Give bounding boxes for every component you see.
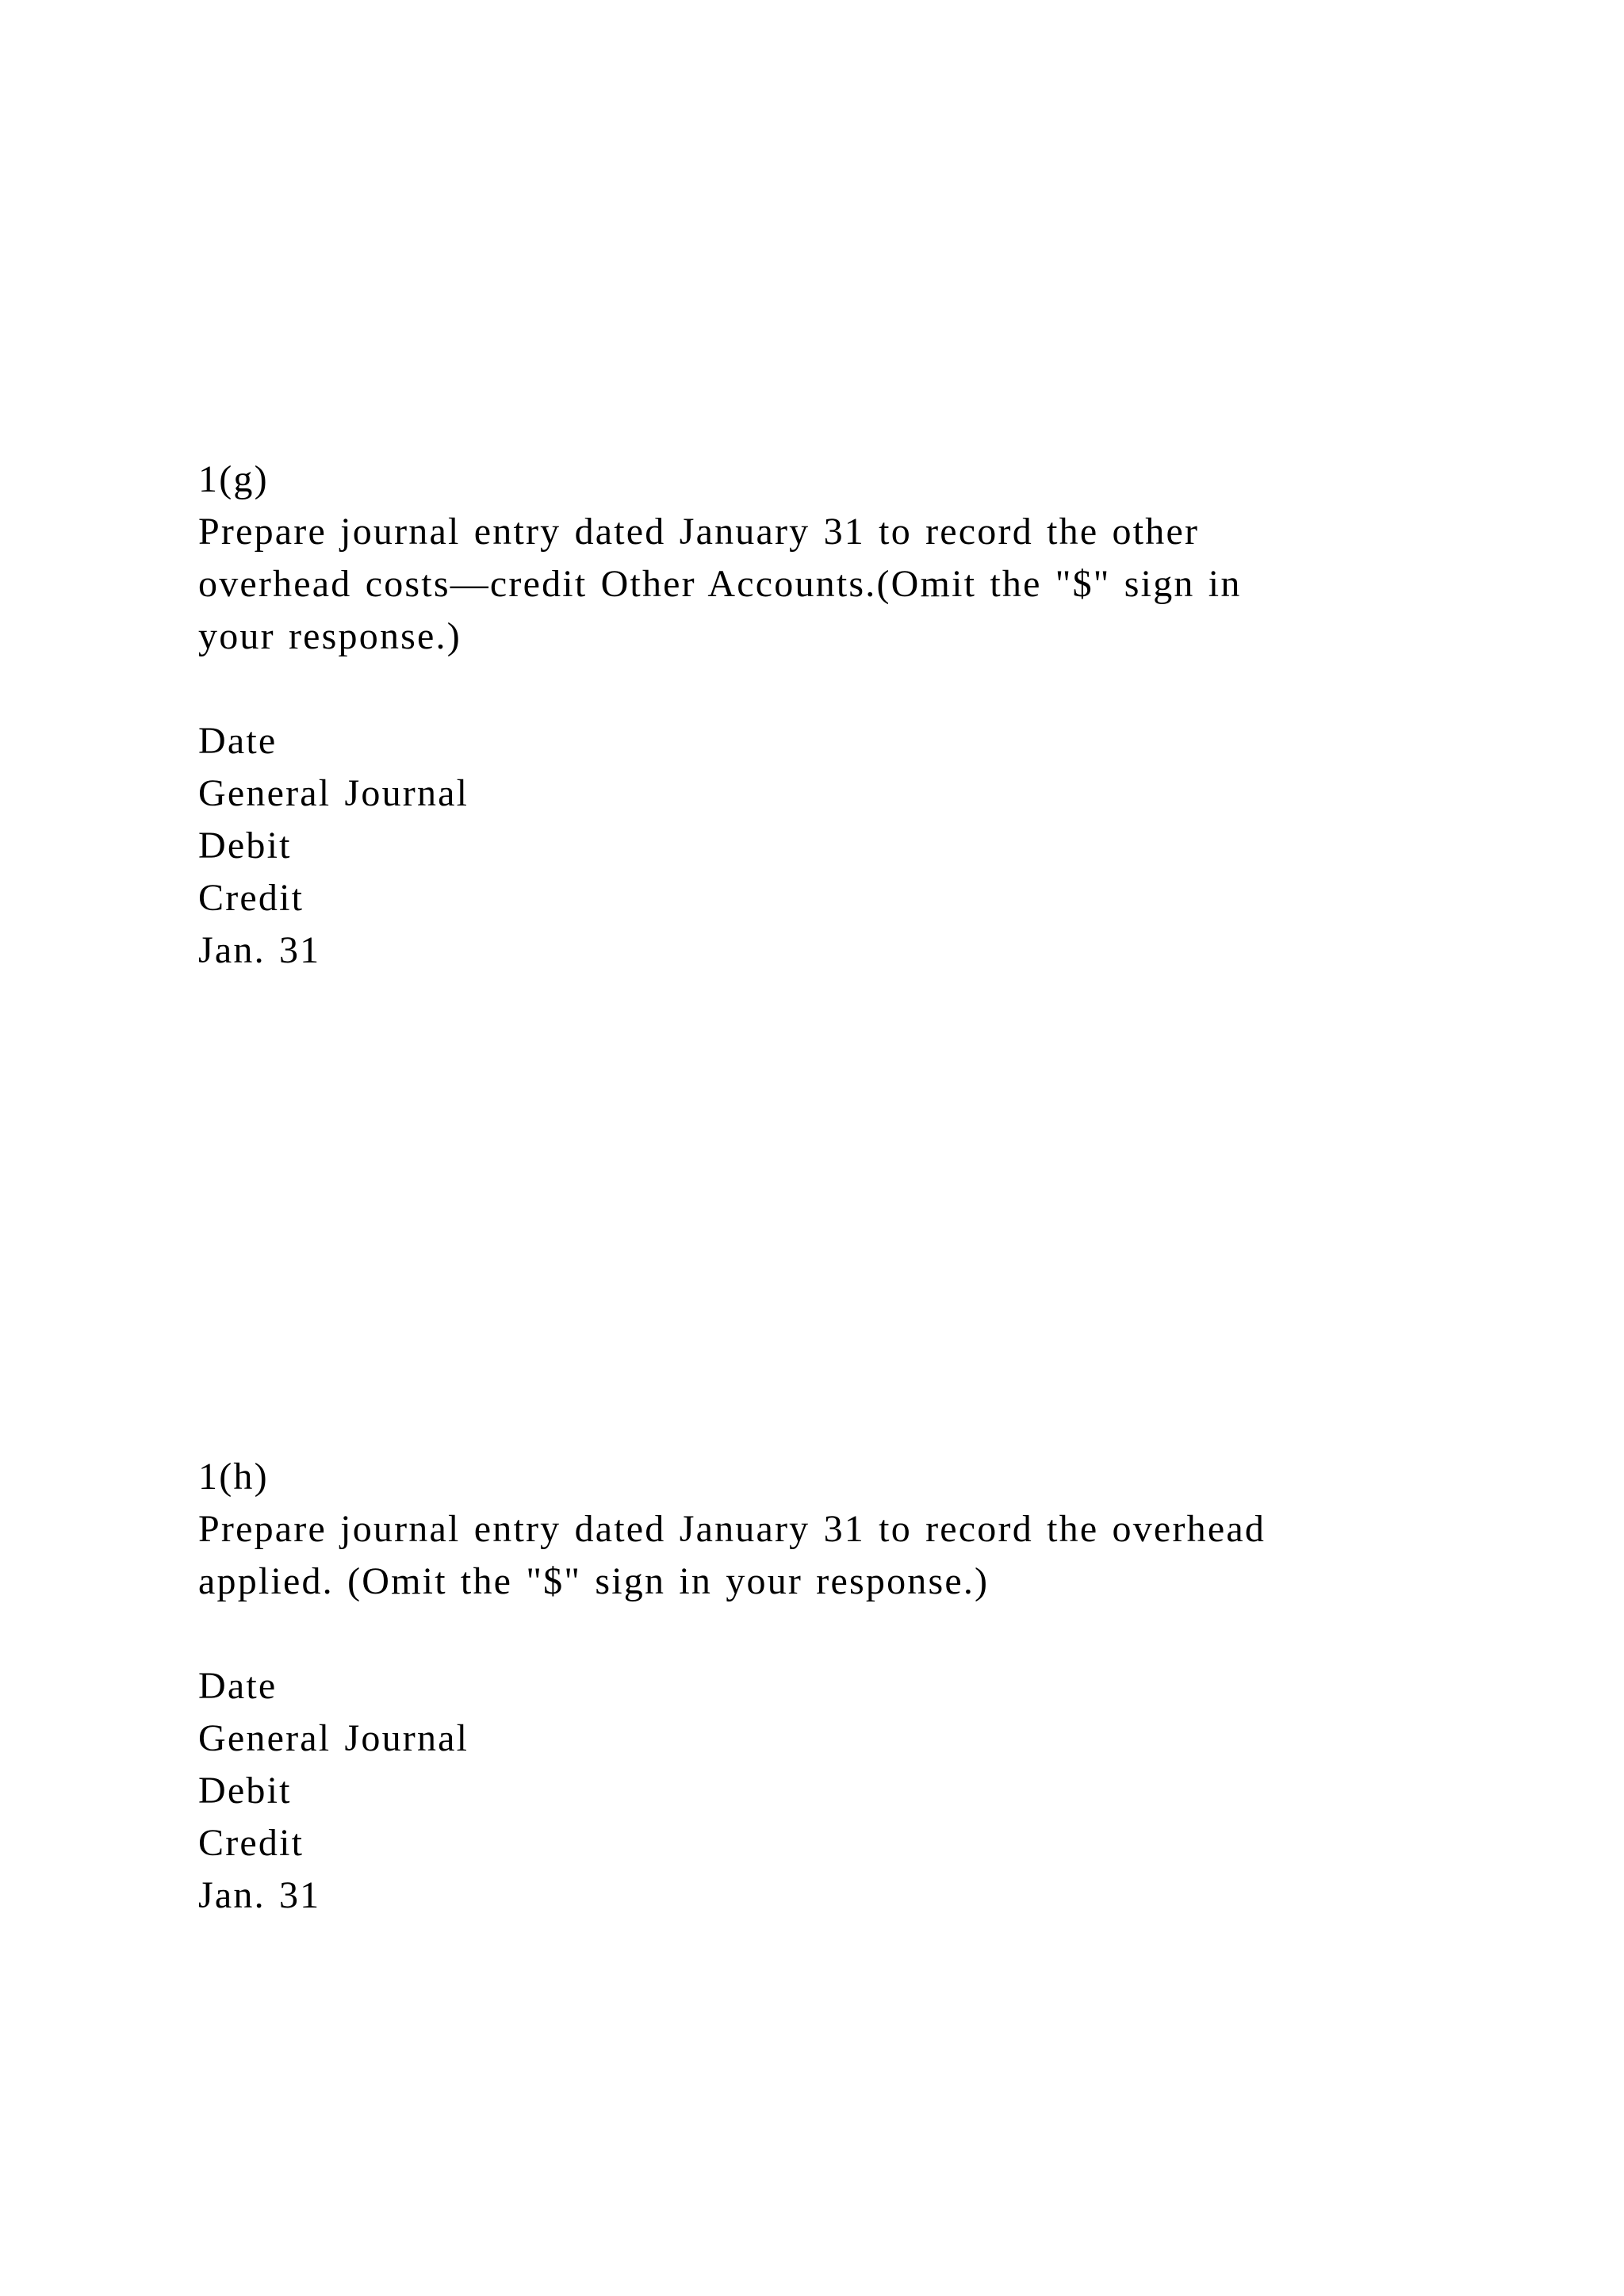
instruction-line: your response.) bbox=[198, 615, 462, 657]
spacer bbox=[198, 663, 1467, 715]
row-date: Jan. 31 bbox=[198, 929, 321, 971]
instruction-line: Prepare journal entry dated January 31 to record the other bbox=[198, 511, 1200, 553]
column-header-debit: Debit bbox=[198, 1770, 292, 1812]
column-header-credit: Credit bbox=[198, 877, 304, 919]
column-header-date: Date bbox=[198, 1665, 278, 1707]
row-date: Jan. 31 bbox=[198, 1874, 321, 1916]
column-header-general-journal: General Journal bbox=[198, 1717, 469, 1759]
column-header-credit: Credit bbox=[198, 1822, 304, 1864]
question-id: 1(h) bbox=[198, 1456, 269, 1498]
spacer bbox=[198, 1608, 1467, 1660]
column-header-general-journal: General Journal bbox=[198, 772, 469, 814]
column-header-date: Date bbox=[198, 720, 278, 762]
instruction-line: applied. (Omit the "$" sign in your response.) bbox=[198, 1560, 990, 1602]
question-1g bbox=[198, 453, 1467, 977]
instruction-line: overhead costs—credit Other Accounts.(Omit the "$" sign in bbox=[198, 563, 1242, 605]
question-1h bbox=[198, 1451, 1467, 1922]
instruction-line: Prepare journal entry dated January 31 to record the overhead bbox=[198, 1508, 1266, 1550]
question-id: 1(g) bbox=[198, 458, 269, 500]
column-header-debit: Debit bbox=[198, 825, 292, 867]
